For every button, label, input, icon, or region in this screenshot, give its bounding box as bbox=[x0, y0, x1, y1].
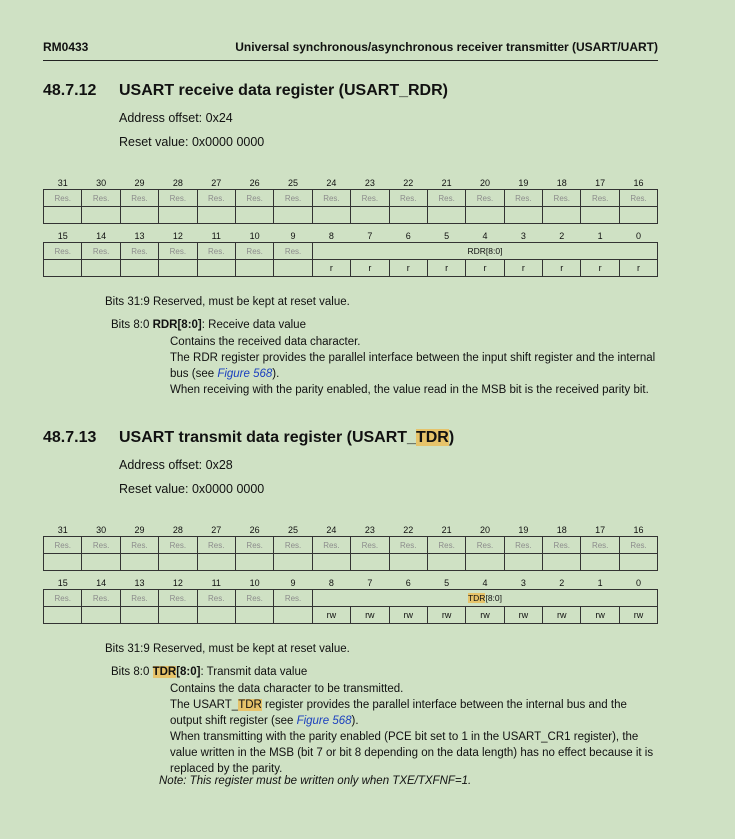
rdr-bitnums-low bbox=[44, 224, 658, 243]
bit-number: 16 bbox=[633, 525, 644, 535]
tdr-bitnums-low bbox=[44, 571, 658, 590]
bit-number: 9 bbox=[290, 578, 296, 588]
tdr-bits-reserved-desc bbox=[105, 641, 350, 657]
bit-number: 6 bbox=[405, 578, 411, 588]
bit-number: 29 bbox=[134, 178, 145, 188]
field-summary: : Receive data value bbox=[201, 319, 306, 331]
access-cell bbox=[581, 207, 619, 224]
bit-number: 1 bbox=[597, 231, 603, 241]
reserved-cell: Res. bbox=[543, 537, 581, 554]
reserved-cell: Res. bbox=[235, 190, 273, 207]
access-cell bbox=[235, 607, 273, 624]
rdr-bits-field-desc bbox=[111, 317, 306, 333]
bit-number: 28 bbox=[172, 178, 183, 188]
bit-number: 17 bbox=[595, 178, 606, 188]
rdr-reset-value: Reset value: 0x0000 0000 bbox=[119, 135, 265, 149]
access-cell bbox=[274, 607, 312, 624]
access-cell bbox=[235, 207, 273, 224]
rdr-field-cell: RDR[8:0] bbox=[312, 243, 658, 260]
bits-label: Bits 31:9 bbox=[105, 643, 150, 655]
access-cell: r bbox=[351, 260, 389, 277]
bits-label: Bits 8:0 bbox=[111, 319, 150, 331]
bit-number: 2 bbox=[559, 231, 565, 241]
access-cell: r bbox=[312, 260, 350, 277]
access-cell bbox=[619, 207, 657, 224]
bit-number: 20 bbox=[479, 178, 490, 188]
access-cell bbox=[274, 260, 312, 277]
bit-number: 0 bbox=[636, 578, 642, 588]
tdr-field-row-low bbox=[44, 590, 658, 607]
reserved-cell: Res. bbox=[235, 590, 273, 607]
access-cell bbox=[197, 554, 235, 571]
access-cell bbox=[82, 207, 120, 224]
bit-number: 18 bbox=[556, 178, 567, 188]
access-cell bbox=[504, 554, 542, 571]
access-cell: rw bbox=[619, 607, 657, 624]
bit-number: 14 bbox=[96, 578, 107, 588]
bits-label: Bits 8:0 bbox=[111, 666, 150, 678]
rdr-bitnums-high bbox=[44, 171, 658, 190]
highlight-span: TDR bbox=[238, 699, 262, 711]
reserved-cell: Res. bbox=[581, 537, 619, 554]
reserved-cell: Res. bbox=[120, 590, 158, 607]
tdr-field-cell bbox=[312, 590, 658, 607]
reserved-cell: Res. bbox=[466, 190, 504, 207]
page-header bbox=[43, 40, 658, 61]
tdr-description bbox=[170, 681, 660, 777]
bit-number: 24 bbox=[326, 525, 337, 535]
access-cell bbox=[274, 207, 312, 224]
reserved-cell: Res. bbox=[543, 190, 581, 207]
access-cell: r bbox=[504, 260, 542, 277]
bit-number: 9 bbox=[290, 231, 296, 241]
bit-number: 23 bbox=[364, 178, 375, 188]
rdr-register-table bbox=[43, 171, 658, 277]
tdr-desc-line1: Contains the data character to be transmitted. bbox=[170, 683, 404, 695]
access-cell bbox=[159, 207, 197, 224]
bit-number: 26 bbox=[249, 178, 260, 188]
access-cell bbox=[543, 207, 581, 224]
reserved-cell: Res. bbox=[120, 243, 158, 260]
tdr-section-name-hl: TDR bbox=[415, 429, 449, 446]
bit-number: 17 bbox=[595, 525, 606, 535]
access-cell bbox=[120, 260, 158, 277]
bit-number: 11 bbox=[211, 578, 221, 588]
rdr-desc-line1: Contains the received data character. bbox=[170, 336, 361, 348]
bit-number: 3 bbox=[520, 231, 526, 241]
rdr-section-title bbox=[43, 82, 448, 100]
reserved-cell: Res. bbox=[120, 190, 158, 207]
reserved-cell: Res. bbox=[274, 190, 312, 207]
bit-number: 10 bbox=[249, 231, 260, 241]
reserved-cell: Res. bbox=[504, 537, 542, 554]
bit-number: 18 bbox=[556, 525, 567, 535]
rdr-access-row-high bbox=[44, 207, 658, 224]
reserved-cell: Res. bbox=[159, 190, 197, 207]
access-cell: r bbox=[389, 260, 427, 277]
access-cell bbox=[389, 554, 427, 571]
access-cell: r bbox=[427, 260, 465, 277]
reserved-cell: Res. bbox=[235, 537, 273, 554]
access-cell: rw bbox=[504, 607, 542, 624]
access-cell bbox=[44, 554, 82, 571]
access-cell bbox=[44, 207, 82, 224]
tdr-access-row-high bbox=[44, 554, 658, 571]
reserved-cell: Res. bbox=[82, 590, 120, 607]
bit-number: 27 bbox=[211, 525, 222, 535]
bit-number: 10 bbox=[249, 578, 260, 588]
rdr-access-row-low bbox=[44, 260, 658, 277]
bits-text: Reserved, must be kept at reset value. bbox=[152, 643, 350, 655]
tdr-access-row-low bbox=[44, 607, 658, 624]
rdr-field-row-low bbox=[44, 243, 658, 260]
access-cell bbox=[235, 554, 273, 571]
chapter-title: Universal synchronous/asynchronous receiver transmitter (USART/UART) bbox=[235, 40, 658, 54]
rdr-section-name: USART receive data register (USART_RDR) bbox=[119, 82, 448, 99]
tdr-section-name-b: ) bbox=[448, 429, 455, 446]
rdr-bits-reserved-desc bbox=[105, 294, 350, 310]
reserved-cell: Res. bbox=[44, 590, 82, 607]
reserved-cell: Res. bbox=[619, 190, 657, 207]
bits-text: Reserved, must be kept at reset value. bbox=[152, 296, 350, 308]
text-span: The RDR register provides the parallel interface between the input shift register and the internal bus (see bbox=[170, 352, 656, 380]
tdr-desc-line3: When transmitting with the parity enabled (PCE bit set to 1 in the USART_CR1 register), the value written in the MSB (bit 7 or bit 8 depending on the data length) has no effect because it is replaced by the parity. bbox=[170, 731, 654, 775]
bit-number: 31 bbox=[57, 178, 68, 188]
reserved-cell: Res. bbox=[197, 243, 235, 260]
reserved-cell: Res. bbox=[274, 243, 312, 260]
access-cell bbox=[159, 607, 197, 624]
access-cell bbox=[389, 207, 427, 224]
access-cell bbox=[274, 554, 312, 571]
access-cell bbox=[427, 554, 465, 571]
access-cell bbox=[543, 554, 581, 571]
bit-number: 23 bbox=[364, 525, 375, 535]
access-cell: r bbox=[543, 260, 581, 277]
tdr-section-title bbox=[43, 429, 454, 447]
reserved-cell: Res. bbox=[389, 190, 427, 207]
reserved-cell: Res. bbox=[427, 190, 465, 207]
bit-number: 13 bbox=[134, 578, 145, 588]
bit-number: 20 bbox=[479, 525, 490, 535]
reserved-cell: Res. bbox=[82, 243, 120, 260]
access-cell bbox=[44, 607, 82, 624]
reserved-cell: Res. bbox=[159, 243, 197, 260]
access-cell bbox=[120, 207, 158, 224]
bit-number: 19 bbox=[518, 178, 529, 188]
bit-number: 26 bbox=[249, 525, 260, 535]
access-cell bbox=[351, 207, 389, 224]
figure-link[interactable]: Figure 568 bbox=[217, 368, 273, 380]
bit-number: 0 bbox=[636, 231, 642, 241]
reserved-cell: Res. bbox=[619, 537, 657, 554]
access-cell bbox=[159, 554, 197, 571]
bit-number: 19 bbox=[518, 525, 529, 535]
access-cell: rw bbox=[427, 607, 465, 624]
reserved-cell: Res. bbox=[351, 537, 389, 554]
bit-number: 29 bbox=[134, 525, 145, 535]
access-cell bbox=[197, 260, 235, 277]
reserved-cell: Res. bbox=[581, 190, 619, 207]
rdr-section-number: 48.7.12 bbox=[43, 82, 97, 99]
reserved-cell: Res. bbox=[427, 537, 465, 554]
access-cell: rw bbox=[543, 607, 581, 624]
rdr-field-row-high bbox=[44, 190, 658, 207]
access-cell bbox=[197, 207, 235, 224]
text-span: The USART_ bbox=[170, 699, 239, 711]
access-cell bbox=[312, 207, 350, 224]
bit-number: 25 bbox=[288, 525, 299, 535]
access-cell: rw bbox=[351, 607, 389, 624]
bit-number: 5 bbox=[444, 578, 450, 588]
tdr-note: Note: This register must be written only when TXE/TXFNF=1. bbox=[159, 775, 472, 787]
rdr-address-offset: Address offset: 0x24 bbox=[119, 111, 233, 125]
bit-number: 31 bbox=[57, 525, 68, 535]
reserved-cell: Res. bbox=[504, 190, 542, 207]
reserved-cell: Res. bbox=[466, 537, 504, 554]
bit-number: 30 bbox=[96, 525, 107, 535]
doc-id: RM0433 bbox=[43, 40, 89, 54]
reserved-cell: Res. bbox=[312, 190, 350, 207]
field-name: RDR[8:0] bbox=[152, 319, 202, 331]
field-name-hl: TDR bbox=[467, 593, 486, 603]
text-span: ). bbox=[272, 368, 280, 380]
access-cell: r bbox=[466, 260, 504, 277]
bit-number: 13 bbox=[134, 231, 145, 241]
bit-number: 11 bbox=[211, 231, 221, 241]
bit-number: 30 bbox=[96, 178, 107, 188]
access-cell: r bbox=[619, 260, 657, 277]
bit-number: 21 bbox=[441, 525, 452, 535]
bits-label: Bits 31:9 bbox=[105, 296, 150, 308]
access-cell bbox=[82, 260, 120, 277]
field-name-hl: TDR bbox=[152, 666, 177, 678]
access-cell bbox=[82, 554, 120, 571]
access-cell bbox=[159, 260, 197, 277]
bit-number: 24 bbox=[326, 178, 337, 188]
access-cell bbox=[504, 207, 542, 224]
bit-number: 6 bbox=[405, 231, 411, 241]
bit-number: 12 bbox=[172, 231, 183, 241]
bit-number: 2 bbox=[559, 578, 565, 588]
reserved-cell: Res. bbox=[159, 590, 197, 607]
field-summary: : Transmit data value bbox=[200, 666, 308, 678]
access-cell bbox=[466, 554, 504, 571]
reserved-cell: Res. bbox=[44, 537, 82, 554]
tdr-bitnums-high bbox=[44, 518, 658, 537]
access-cell: rw bbox=[581, 607, 619, 624]
bit-number: 16 bbox=[633, 178, 644, 188]
access-cell: r bbox=[581, 260, 619, 277]
tdr-section-number: 48.7.13 bbox=[43, 429, 97, 446]
bit-number: 28 bbox=[172, 525, 183, 535]
reserved-cell: Res. bbox=[159, 537, 197, 554]
access-cell bbox=[120, 607, 158, 624]
field-name-rest: [8:0] bbox=[485, 593, 502, 603]
tdr-register-table bbox=[43, 518, 658, 624]
tdr-bits-field-desc bbox=[111, 664, 307, 680]
reserved-cell: Res. bbox=[82, 537, 120, 554]
bit-number: 25 bbox=[288, 178, 299, 188]
rdr-desc-line2 bbox=[170, 350, 660, 382]
bit-number: 8 bbox=[328, 578, 334, 588]
tdr-reset-value: Reset value: 0x0000 0000 bbox=[119, 482, 265, 496]
reserved-cell: Res. bbox=[274, 537, 312, 554]
reserved-cell: Res. bbox=[44, 190, 82, 207]
reserved-cell: Res. bbox=[44, 243, 82, 260]
bit-number: 7 bbox=[367, 578, 373, 588]
text-span: register provides the parallel interface between the internal bus and the output shift register (see bbox=[170, 699, 627, 727]
bit-number: 14 bbox=[96, 231, 107, 241]
bit-number: 15 bbox=[57, 578, 68, 588]
access-cell bbox=[581, 554, 619, 571]
tdr-field-row-high bbox=[44, 537, 658, 554]
reserved-cell: Res. bbox=[197, 537, 235, 554]
access-cell bbox=[235, 260, 273, 277]
tdr-address-offset: Address offset: 0x28 bbox=[119, 458, 233, 472]
access-cell bbox=[120, 554, 158, 571]
bit-number: 22 bbox=[403, 178, 414, 188]
access-cell bbox=[44, 260, 82, 277]
reserved-cell: Res. bbox=[197, 190, 235, 207]
bit-number: 1 bbox=[597, 578, 603, 588]
access-cell bbox=[466, 207, 504, 224]
reserved-cell: Res. bbox=[82, 190, 120, 207]
reserved-cell: Res. bbox=[197, 590, 235, 607]
access-cell bbox=[619, 554, 657, 571]
bit-number: 27 bbox=[211, 178, 222, 188]
bit-number: 5 bbox=[444, 231, 450, 241]
bit-number: 8 bbox=[328, 231, 334, 241]
rdr-desc-line3: When receiving with the parity enabled, the value read in the MSB bit is the received parity bit. bbox=[170, 384, 649, 396]
reserved-cell: Res. bbox=[235, 243, 273, 260]
access-cell: rw bbox=[466, 607, 504, 624]
bit-number: 15 bbox=[57, 231, 68, 241]
reserved-cell: Res. bbox=[351, 190, 389, 207]
rdr-description bbox=[170, 334, 660, 398]
bit-number: 4 bbox=[482, 578, 488, 588]
access-cell bbox=[197, 607, 235, 624]
tdr-section-name-a: USART transmit data register (USART_ bbox=[119, 429, 416, 446]
tdr-desc-line2 bbox=[170, 697, 660, 729]
reserved-cell: Res. bbox=[389, 537, 427, 554]
reserved-cell: Res. bbox=[120, 537, 158, 554]
bit-number: 21 bbox=[441, 178, 452, 188]
access-cell bbox=[427, 207, 465, 224]
reserved-cell: Res. bbox=[312, 537, 350, 554]
bit-number: 12 bbox=[172, 578, 183, 588]
reserved-cell: Res. bbox=[274, 590, 312, 607]
field-name-rest: [8:0] bbox=[176, 666, 201, 678]
access-cell: rw bbox=[312, 607, 350, 624]
bit-number: 4 bbox=[482, 231, 488, 241]
bit-number: 22 bbox=[403, 525, 414, 535]
access-cell bbox=[351, 554, 389, 571]
bit-number: 3 bbox=[520, 578, 526, 588]
text-span: ). bbox=[351, 715, 359, 727]
access-cell bbox=[312, 554, 350, 571]
bit-number: 7 bbox=[367, 231, 373, 241]
figure-link[interactable]: Figure 568 bbox=[296, 715, 352, 727]
access-cell bbox=[82, 607, 120, 624]
access-cell: rw bbox=[389, 607, 427, 624]
